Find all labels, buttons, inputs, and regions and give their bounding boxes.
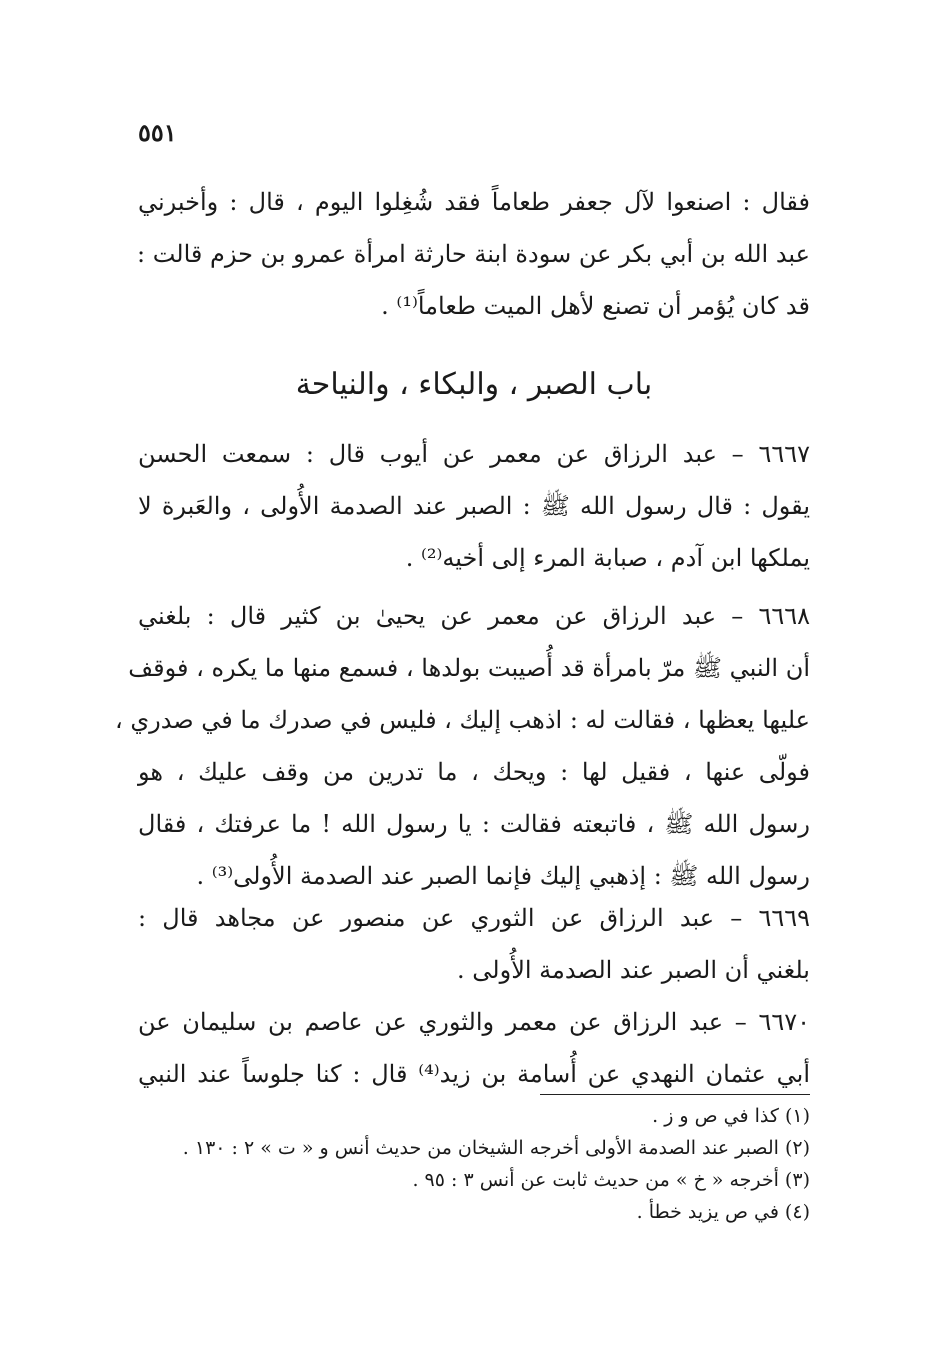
- text-line: فولّى عنها ، فقيل لها : ويحك ، ما تدرين من وقف عليك ، هو: [138, 758, 810, 786]
- footnote: (٢) الصبر عند الصدمة الأولى أخرجه الشيخان من حديث أنس و « ت » ٢ : ١٣٠ .: [182, 1137, 810, 1159]
- text-line: عليها يعظها ، فقالت له : اذهب إليك ، فليس في صدرك ما في صدري ،: [114, 706, 810, 734]
- text-line: قد كان يُؤمر أن تصنع لأهل الميت طعاماً⁽¹⁾ .: [381, 292, 810, 320]
- text-line: رسول الله ﷺ : إذهبي إليك فإنما الصبر عند الصدمة الأُولى⁽³⁾ .: [196, 862, 810, 890]
- intro-paragraph: [138, 176, 810, 332]
- page-number: ٥٥١: [138, 118, 177, 147]
- text-line: عبد الله بن أبي بكر عن سودة ابنة حارثة امرأة عمرو بن حزم قالت :: [136, 240, 810, 268]
- hadith-6667: [138, 428, 810, 584]
- hadith-6668: [114, 590, 810, 902]
- text-line: أبي عثمان النهدي عن أُسامة بن زيد⁽⁴⁾ قال : كنا جلوساً عند النبي: [138, 1060, 811, 1088]
- chapter-title: باب الصبر ، والبكاء ، والنياحة: [295, 367, 653, 402]
- text-line: أن النبي ﷺ مرّ بامرأة قد أُصيبت بولدها ، فسمع منها ما يكره ، فوقف: [128, 654, 810, 682]
- footnote: (٣) أخرجه « خ » من حديث ثابت عن أنس ٣ : ٩٥ .: [412, 1169, 810, 1191]
- text-line: رسول الله ﷺ ، فاتبعته فقالت : يا رسول الله ! ما عرفتك ، فقال: [138, 810, 810, 838]
- hadith-6669: [138, 892, 810, 996]
- text-line: يملكها ابن آدم ، صبابة المرء إلى أخيه⁽²⁾ .: [405, 544, 810, 572]
- footnote-divider: [540, 1094, 810, 1095]
- footnote: (٤) في ص يزيد خطأ .: [636, 1201, 810, 1223]
- text-line: ٦٦٦٨ – عبد الرزاق عن معمر عن يحيىٰ بن كثير قال : بلغني: [138, 602, 810, 630]
- footnotes: [138, 1100, 810, 1228]
- text-line: ٦٦٦٩ – عبد الرزاق عن الثوري عن منصور عن مجاهد قال :: [138, 904, 810, 932]
- text-line: فقال : اصنعوا لآل جعفر طعاماً فقد شُغِلوا اليوم ، قال : وأخبرني: [138, 188, 810, 216]
- text-line: بلغني أن الصبر عند الصدمة الأُولى .: [457, 956, 810, 984]
- footnote: (١) كذا في ص و ز .: [652, 1105, 810, 1127]
- text-line: ٦٦٧٠ – عبد الرزاق عن معمر والثوري عن عاصم بن سليمان عن: [138, 1008, 810, 1036]
- text-line: ٦٦٦٧ – عبد الرزاق عن معمر عن أيوب قال : سمعت الحسن: [138, 440, 810, 468]
- hadith-6670: [138, 996, 810, 1100]
- text-line: يقول : قال رسول الله ﷺ : الصبر عند الصدمة الأُولى ، والعَبرة لا: [138, 492, 810, 520]
